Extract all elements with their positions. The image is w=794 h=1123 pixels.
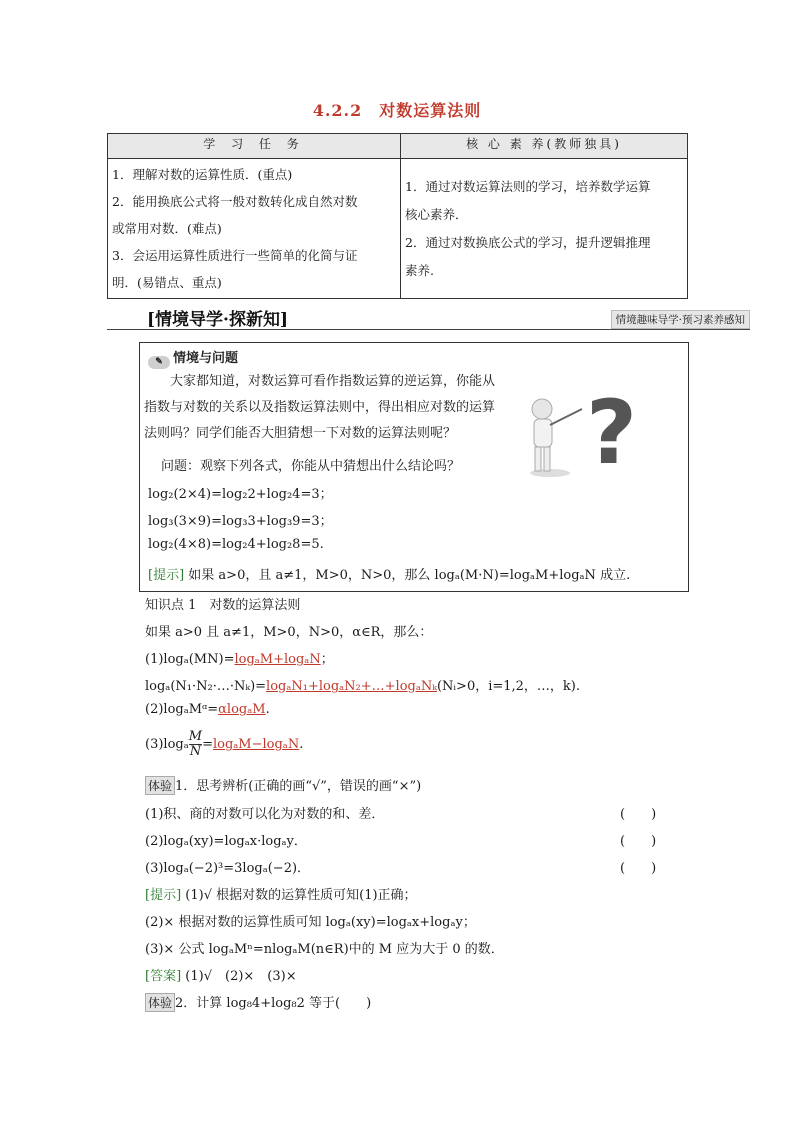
rule-1-extended: logₐ(N₁·N₂·…·Nₖ)=logₐN₁+logₐN₂+…+logₐNₖ(Nᵢ>0，i=1,2，…，k). <box>145 679 581 694</box>
question-figure-icon <box>520 381 645 481</box>
rule-1: (1)logₐ(MN)=logₐM+logₐN； <box>145 652 334 667</box>
svg-text:?: ? <box>586 381 638 481</box>
page-title: 4.2.2 对数运算法则 <box>312 101 482 120</box>
experience-1: 体验 1．思考辨析(正确的画“√”，错误的画“×”) <box>145 775 421 795</box>
table-head-right: 核 心 素 养(教师独具) <box>401 134 688 159</box>
experience-tag: 体验 <box>145 776 175 795</box>
literacy-line: 核心素养． <box>405 206 468 222</box>
section-header <box>107 305 750 330</box>
rule-3: (3)logₐ $\frac{M}{N}$ =logₐM−logₐN. <box>145 729 304 759</box>
task-line: 或常用对数．(难点) <box>112 221 222 236</box>
scenario-head: ✎ 情境与问题 <box>148 347 238 369</box>
knowledge-heading: 知识点 1 对数的运算法则 <box>145 598 301 613</box>
scenario-paragraph: 大家都知道，对数运算可看作指数运算的逆运算，你能从 指数与对数的关系以及指数运算法则中，得出相应对数的运算 法则吗？同学们能否大胆猜想一下对数的运算法则呢？ <box>144 374 496 441</box>
hint-label: [提示] <box>145 888 182 903</box>
rule-2: (2)logₐMᵅ=αlogₐM. <box>145 702 270 717</box>
judge-item: (1)积、商的对数可以化为对数的和、差． <box>145 807 385 822</box>
equation: log₂(4×8)=log₂4+log₂8=5. <box>148 537 324 552</box>
learning-task-table <box>107 133 688 299</box>
exp1-answer: [答案] (1)√ (2)× (3)× <box>145 969 297 984</box>
task-cell <box>108 159 401 299</box>
exp1-hint: [提示] (1)√ 根据对数的运算性质可知(1)正确； <box>145 888 417 903</box>
task-line: 3．会运用运算性质进行一些简单的化简与证 <box>112 248 358 263</box>
scenario-box <box>139 342 689 592</box>
experience-tag: 体验 <box>145 993 175 1012</box>
answer-label: [答案] <box>145 969 182 984</box>
judge-item: (2)logₐ(xy)=logₐx·logₐy． <box>145 834 307 849</box>
exp1-hint-2: (2)× 根据对数的运算性质可知 logₐ(xy)=logₐx+logₐy； <box>145 915 476 930</box>
lightbulb-icon: ✎ <box>148 356 170 369</box>
exp1-hint-3: (3)× 公式 logₐMⁿ=nlogₐM(n∈R)中的 M 应为大于 0 的数． <box>145 942 504 957</box>
table-head-left: 学 习 任 务 <box>108 134 401 159</box>
task-line: 2．能用换底公式将一般对数转化成自然对数 <box>112 194 358 209</box>
literacy-line: 2．通过对数换底公式的学习，提升逻辑推理 <box>405 234 651 250</box>
judge-item: (3)logₐ(−2)³=3logₐ(−2)． <box>145 861 311 876</box>
answer-paren: ( ) <box>620 861 657 876</box>
literacy-line: 1．通过对数运算法则的学习，培养数学运算 <box>405 178 651 194</box>
literacy-line: 素养. <box>405 262 434 278</box>
section-title: [情境导学·探新知] <box>147 310 289 330</box>
scenario-hint <box>148 564 630 583</box>
answer-paren: ( ) <box>620 834 657 849</box>
equation: log₃(3×9)=log₃3+log₃9=3； <box>148 514 333 529</box>
fraction: $\frac{M}{N}$ <box>188 729 203 759</box>
hint-label: [提示] <box>148 568 185 583</box>
task-line: 明．(易错点、重点) <box>112 275 222 290</box>
task-line: 1．理解对数的运算性质．(重点) <box>112 167 293 182</box>
section-tag: 情境趣味导学·预习素养感知 <box>611 310 750 329</box>
scenario-question: 问题：观察下列各式，你能从中猜想出什么结论吗？ <box>161 459 461 474</box>
answer-paren: ( ) <box>620 807 657 822</box>
experience-2: 体验 2．计算 log₈4+log₈2 等于( ) <box>145 992 371 1012</box>
knowledge-condition: 如果 a>0 且 a≠1，M>0，N>0，α∈R，那么： <box>145 625 433 640</box>
equation: log₂(2×4)=log₂2+log₂4=3； <box>148 487 333 502</box>
hint-text: 如果 a>0，且 a≠1，M>0，N>0，那么 logₐ(M·N)=logₐM+logₐN 成立. <box>188 568 631 583</box>
literacy-cell <box>401 159 688 299</box>
